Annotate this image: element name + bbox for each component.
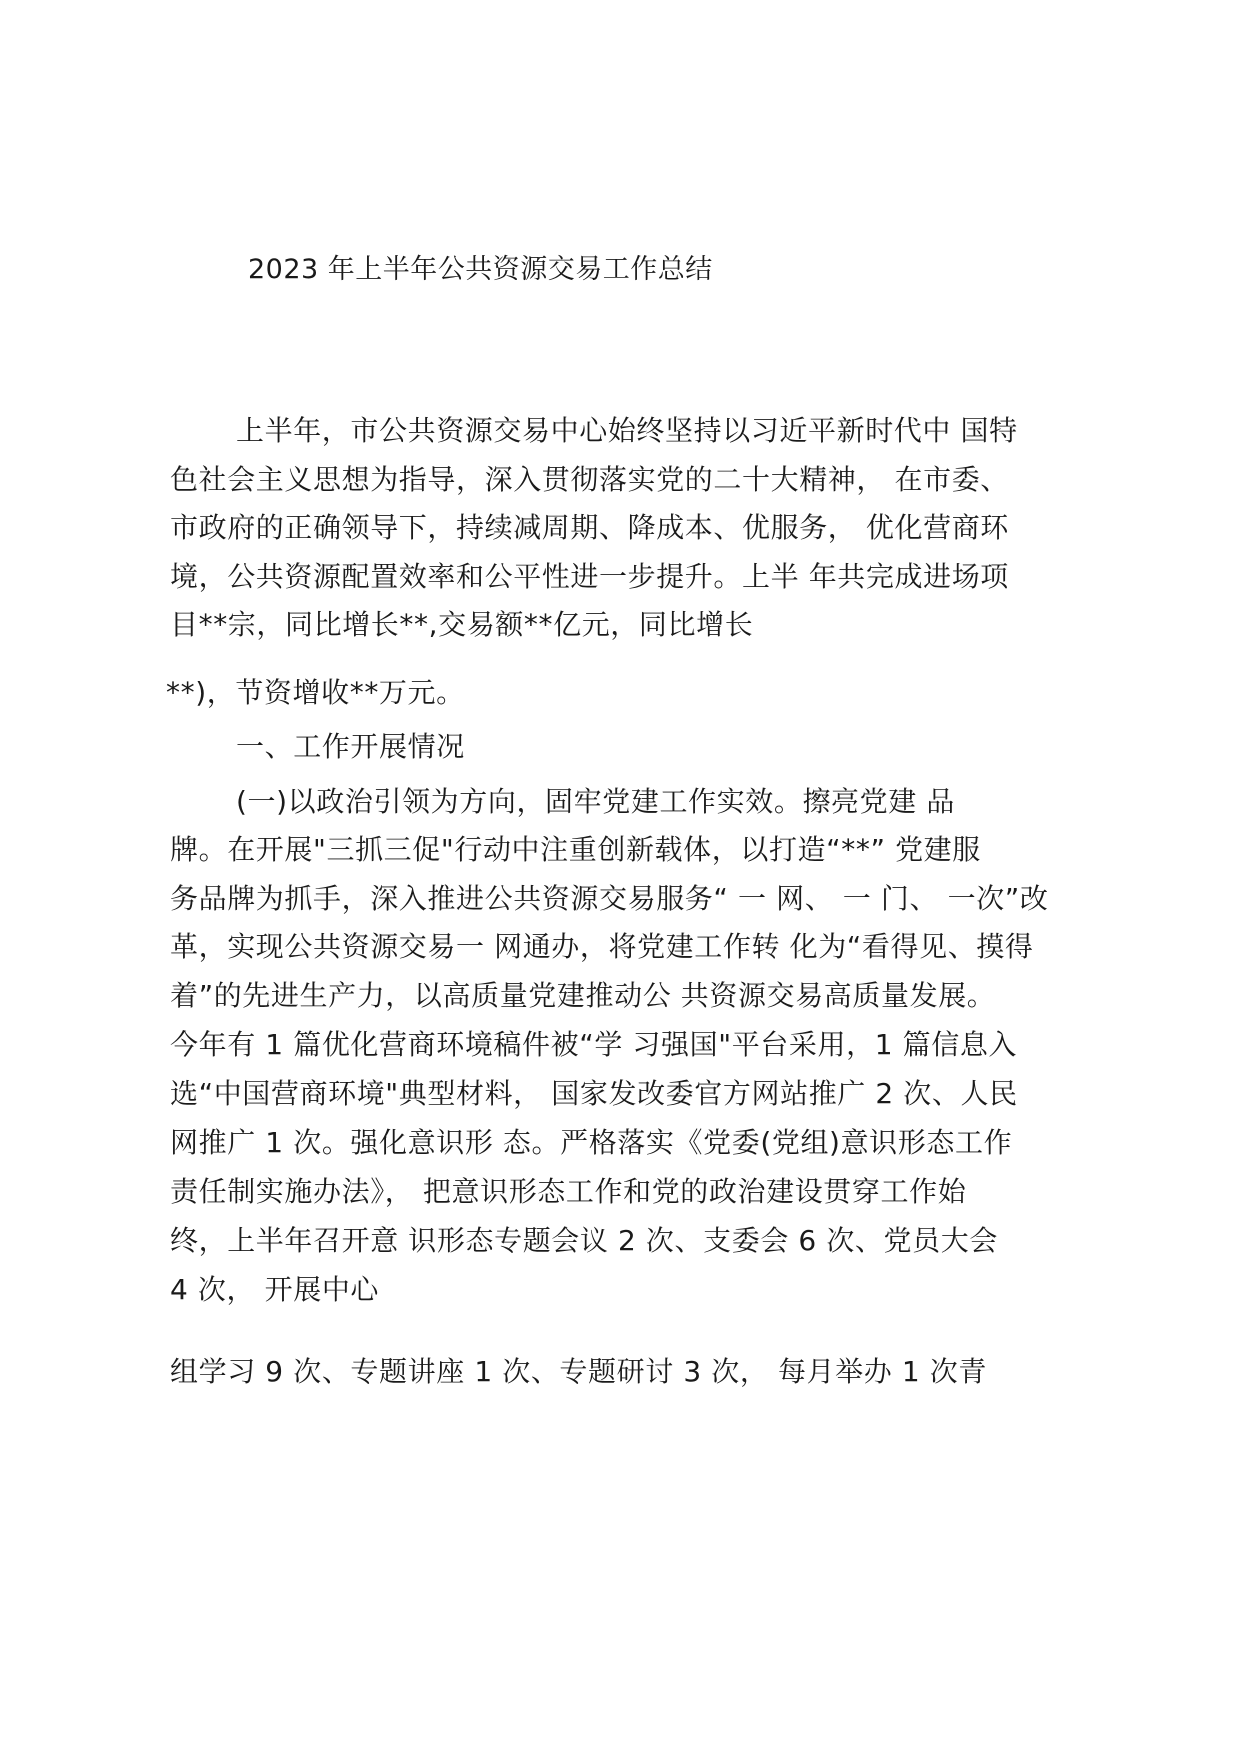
section-heading: 一、工作开展情况: [236, 730, 465, 763]
paragraph-line: 革，实现公共资源交易一 网通办，将党建工作转 化为“看得见、摸得: [170, 930, 1034, 963]
paragraph-line: 上半年，市公共资源交易中心始终坚持以习近平新时代中 国特: [236, 414, 1018, 447]
paragraph-line: 4 次， 开展中心: [170, 1273, 380, 1306]
paragraph-line: 务品牌为抓手，深入推进公共资源交易服务“ 一 网、 一 门、 一次”改: [170, 882, 1049, 915]
paragraph-line: 网推广 1 次。强化意识形 态。严格落实《党委(党组)意识形态工作: [170, 1126, 1013, 1159]
paragraph-line: (一)以政治引领为方向，固牢党建工作实效。擦亮党建 品: [236, 785, 955, 818]
paragraph-line: 着”的先进生产力，以高质量党建推动公 共资源交易高质量发展。: [170, 979, 996, 1012]
paragraph-line: 组学习 9 次、专题讲座 1 次、专题研讨 3 次， 每月举办 1 次青: [170, 1355, 987, 1388]
document-title: 2023 年上半年公共资源交易工作总结: [248, 254, 713, 285]
paragraph-line: 境，公共资源配置效率和公平性进一步提升。上半 年共完成进场项: [170, 560, 1009, 593]
paragraph-line: 市政府的正确领导下，持续减周期、降成本、优服务， 优化营商环: [170, 511, 1009, 544]
paragraph-line: 牌。在开展"三抓三促"行动中注重创新载体，以打造“**” 党建服: [170, 833, 981, 866]
paragraph-line: 今年有 1 篇优化营商环境稿件被“学 习强国"平台采用，1 篇信息入: [170, 1028, 1018, 1061]
paragraph-line: 选“中国营商环境"典型材料， 国家发改委官方网站推广 2 次、人民: [170, 1077, 1018, 1110]
paragraph-line: 责任制实施办法》， 把意识形态工作和党的政治建设贯穿工作始: [170, 1175, 967, 1208]
paragraph-line: **)，节资增收**万元。: [166, 676, 465, 709]
paragraph-line: 色社会主义思想为指导，深入贯彻落实党的二十大精神， 在市委、: [170, 463, 1009, 496]
paragraph-line: 目**宗，同比增长**,交易额**亿元，同比增长: [170, 608, 754, 641]
paragraph-line: 终，上半年召开意 识形态专题会议 2 次、支委会 6 次、党员大会: [170, 1224, 998, 1257]
